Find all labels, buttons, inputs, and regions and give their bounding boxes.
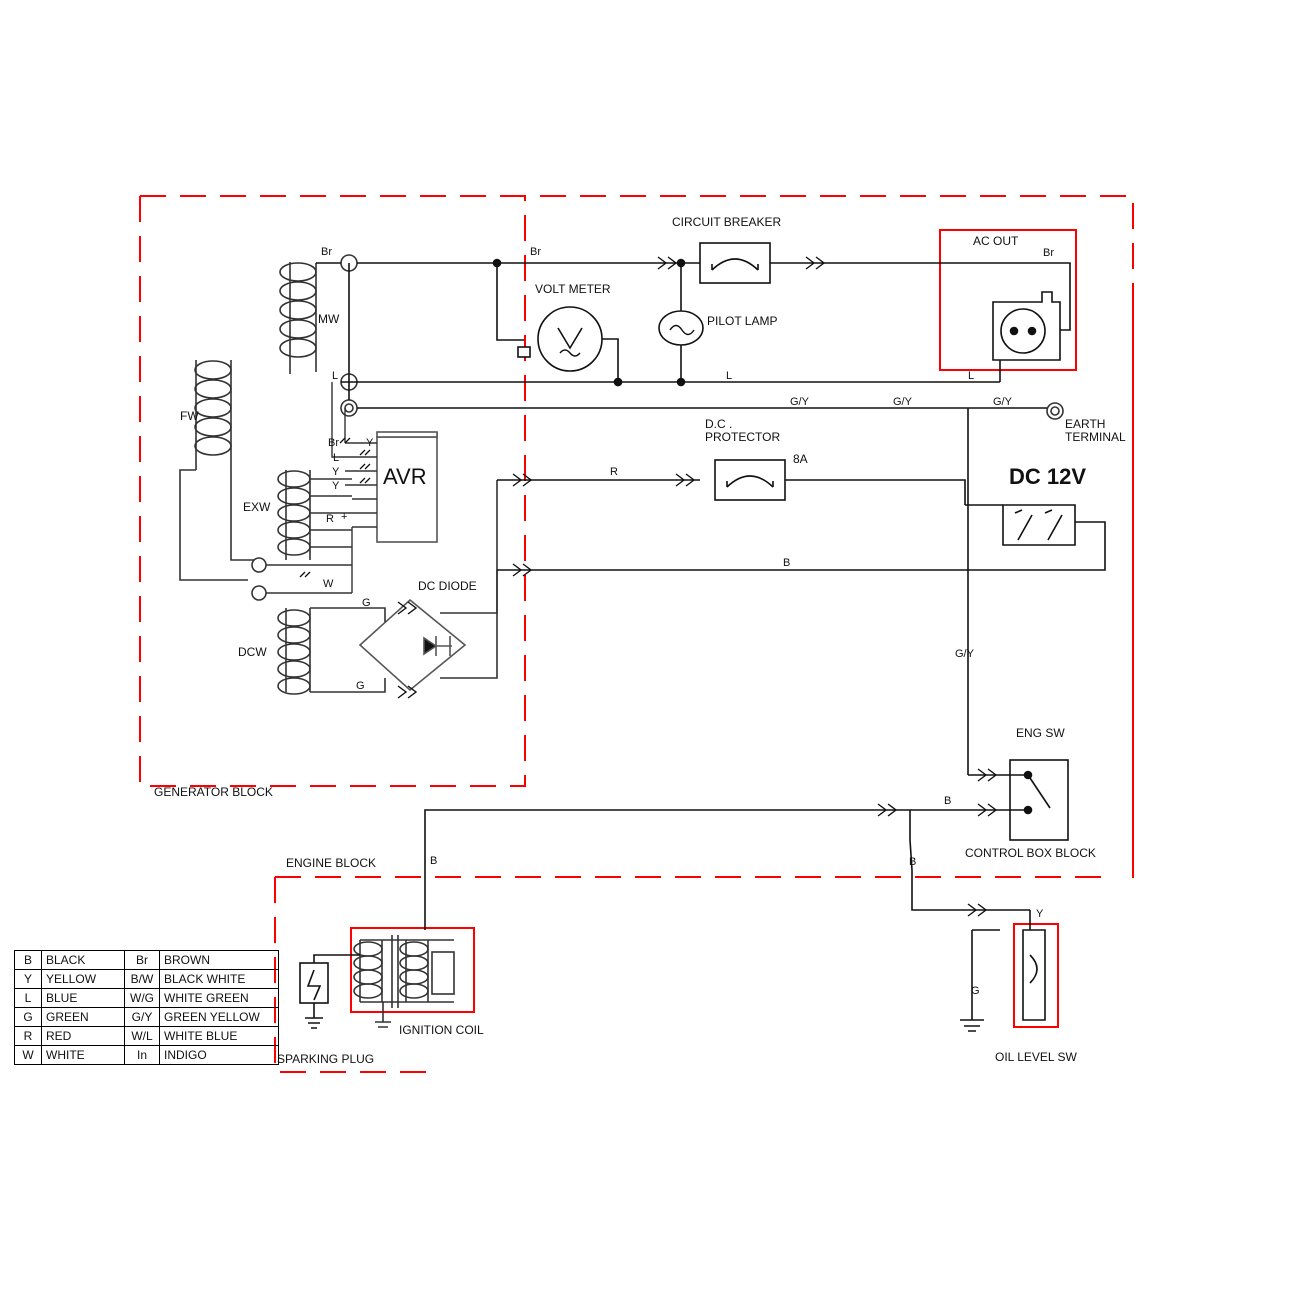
- label-oil-level-sw: OIL LEVEL SW: [995, 1050, 1077, 1064]
- wire-br-top: Br: [530, 246, 541, 258]
- legend-code-cell: W: [15, 1046, 42, 1065]
- legend-row: [15, 1046, 279, 1065]
- label-dc-12v: DC 12V: [1009, 464, 1087, 489]
- wire-y-oil: Y: [1036, 908, 1044, 920]
- legend-code-cell: W/G: [125, 989, 160, 1008]
- wire-l-avr: L: [333, 452, 340, 464]
- legend-name-cell: RED: [42, 1027, 125, 1046]
- legend-code-cell: Br: [125, 951, 160, 970]
- legend-code-cell: G/Y: [125, 1008, 160, 1027]
- label-ac-out: AC OUT: [973, 234, 1019, 248]
- legend-code-cell: Y: [15, 970, 42, 989]
- label-ignition-coil: IGNITION COIL: [399, 1023, 484, 1037]
- wire-r-avr: R: [326, 513, 334, 525]
- legend-code-cell: R: [15, 1027, 42, 1046]
- label-exw: EXW: [243, 500, 271, 514]
- label-volt-meter: VOLT METER: [535, 282, 611, 296]
- wire-b-oil: B: [909, 856, 917, 868]
- legend-name-cell: BLACK WHITE: [160, 970, 279, 989]
- legend-name-cell: YELLOW: [42, 970, 125, 989]
- wire-b-engsw: B: [944, 795, 952, 807]
- legend-row: [15, 951, 279, 970]
- label-avr: AVR: [383, 464, 427, 489]
- legend-code-cell: In: [125, 1046, 160, 1065]
- label-dcw: DCW: [238, 645, 267, 659]
- label-dc-protector: D.C . PROTECTOR: [705, 417, 781, 445]
- wire-g-diode-top: G: [362, 597, 371, 609]
- legend-row: [15, 1008, 279, 1027]
- wire-g-diode-bot: G: [356, 680, 365, 692]
- wire-gy-down: G/Y: [955, 648, 974, 660]
- legend-code-cell: G: [15, 1008, 42, 1027]
- legend-row: [15, 970, 279, 989]
- legend-code-cell: L: [15, 989, 42, 1008]
- legend-name-cell: GREEN YELLOW: [160, 1008, 279, 1027]
- wire-y-avr-2: Y: [332, 466, 340, 478]
- legend-name-cell: BLACK: [42, 951, 125, 970]
- label-circuit-breaker: CIRCUIT BREAKER: [672, 215, 782, 229]
- legend-row: [15, 989, 279, 1008]
- legend-row: [15, 1027, 279, 1046]
- label-mw: MW: [318, 312, 340, 326]
- wire-l-acout: L: [968, 370, 975, 382]
- legend-name-cell: GREEN: [42, 1008, 125, 1027]
- label-generator-block: GENERATOR BLOCK: [154, 785, 273, 799]
- legend-name-cell: WHITE GREEN: [160, 989, 279, 1008]
- wire-g-oil: G: [971, 985, 980, 997]
- label-engine-block: ENGINE BLOCK: [286, 856, 377, 870]
- wire-br-avr: Br: [328, 437, 339, 449]
- wire-l-mw: L: [332, 370, 339, 382]
- legend-name-cell: INDIGO: [160, 1046, 279, 1065]
- legend-name-cell: WHITE: [42, 1046, 125, 1065]
- label-dc-protector-rating: 8A: [793, 452, 808, 466]
- wire-y-avr-3: Y: [332, 480, 340, 492]
- label-sparking-plug: SPARKING PLUG: [277, 1052, 375, 1066]
- legend-name-cell: BROWN: [160, 951, 279, 970]
- color-code-legend: [14, 950, 279, 1065]
- label-earth-terminal: EARTH TERMINAL: [1065, 417, 1126, 445]
- legend-code-cell: B/W: [125, 970, 160, 989]
- label-pilot-lamp: PILOT LAMP: [707, 314, 778, 328]
- wire-r-dc: R: [610, 466, 618, 478]
- wire-gy-1: G/Y: [790, 396, 809, 408]
- wire-br-acout: Br: [1043, 247, 1054, 259]
- wire-l-mid: L: [726, 370, 733, 382]
- wire-b-dc: B: [783, 557, 791, 569]
- label-control-box-block: CONTROL BOX BLOCK: [965, 846, 1096, 860]
- wire-w-exw: W: [323, 578, 334, 590]
- wire-br-mw-out: Br: [321, 246, 332, 258]
- wire-y-avr-1: Y: [366, 437, 374, 449]
- label-dc-diode: DC DIODE: [418, 579, 477, 593]
- wire-plus-avr: +: [341, 511, 348, 523]
- label-eng-sw: ENG SW: [1016, 726, 1065, 740]
- legend-name-cell: BLUE: [42, 989, 125, 1008]
- legend-code-cell: W/L: [125, 1027, 160, 1046]
- wire-gy-3: G/Y: [993, 396, 1012, 408]
- wire-gy-2: G/Y: [893, 396, 912, 408]
- legend-code-cell: B: [15, 951, 42, 970]
- wire-b-coil: B: [430, 855, 438, 867]
- label-fw: FW: [180, 409, 199, 423]
- legend-name-cell: WHITE BLUE: [160, 1027, 279, 1046]
